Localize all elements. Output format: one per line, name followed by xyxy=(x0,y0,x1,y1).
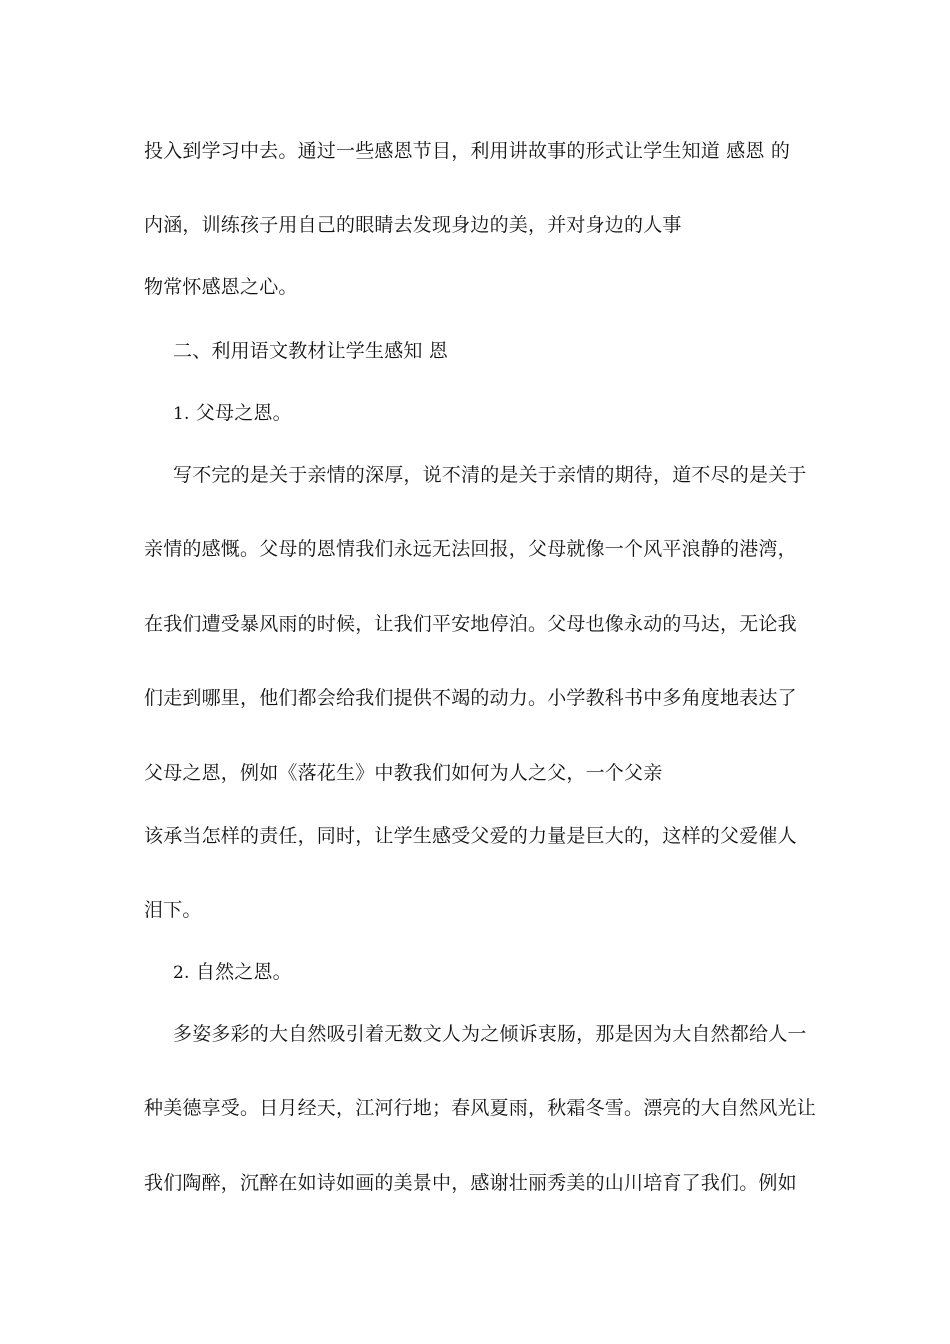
paragraph-line: 多姿多彩的大自然吸引着无数文人为之倾诉衷肠，那是因为大自然都给人一 xyxy=(173,1023,807,1045)
paragraph-line: 该承当怎样的责任，同时，让学生感受父爱的力量是巨大的，这样的父爱催人 xyxy=(144,825,797,847)
paragraph-line: 内涵，训练孩子用自己的眼睛去发现身边的美，并对身边的人事 xyxy=(144,214,682,236)
paragraph-line: 们走到哪里，他们都会给我们提供不竭的动力。小学教科书中多角度地表达了 xyxy=(144,687,797,709)
paragraph-line: 写不完的是关于亲情的深厚，说不清的是关于亲情的期待，道不尽的是关于 xyxy=(173,464,807,486)
paragraph-line: 在我们遭受暴风雨的时候，让我们平安地停泊。父母也像永动的马达，无论我 xyxy=(144,613,797,635)
paragraph-line: 投入到学习中去。通过一些感恩节目，利用讲故事的形式让学生知道 感恩 的 xyxy=(144,140,791,162)
subsection-number: 2. xyxy=(173,963,190,983)
subsection-title: 自然之恩。 xyxy=(195,961,292,983)
paragraph-line: 种美德享受。日月经天，江河行地；春风夏雨，秋霜冬雪。漂亮的大自然风光让 xyxy=(144,1097,817,1119)
subsection-number: 1. xyxy=(173,404,190,424)
paragraph-line: 父母之恩，例如《落花生》中教我们如何为人之父，一个父亲 xyxy=(144,762,663,784)
subsection-title: 父母之恩。 xyxy=(195,402,292,424)
paragraph-line: 我们陶醉，沉醉在如诗如画的美景中，感谢壮丽秀美的山川培育了我们。例如 xyxy=(144,1172,797,1194)
paragraph-line: 亲情的感慨。父母的恩情我们永远无法回报，父母就像一个风平浪静的港湾， xyxy=(144,538,797,560)
subsection-heading xyxy=(173,401,292,426)
section-heading: 二、利用语文教材让学生感知 恩 xyxy=(173,340,449,362)
paragraph-line: 泪下。 xyxy=(144,899,202,921)
subsection-heading xyxy=(173,960,292,985)
paragraph-line: 物常怀感恩之心。 xyxy=(144,276,298,298)
